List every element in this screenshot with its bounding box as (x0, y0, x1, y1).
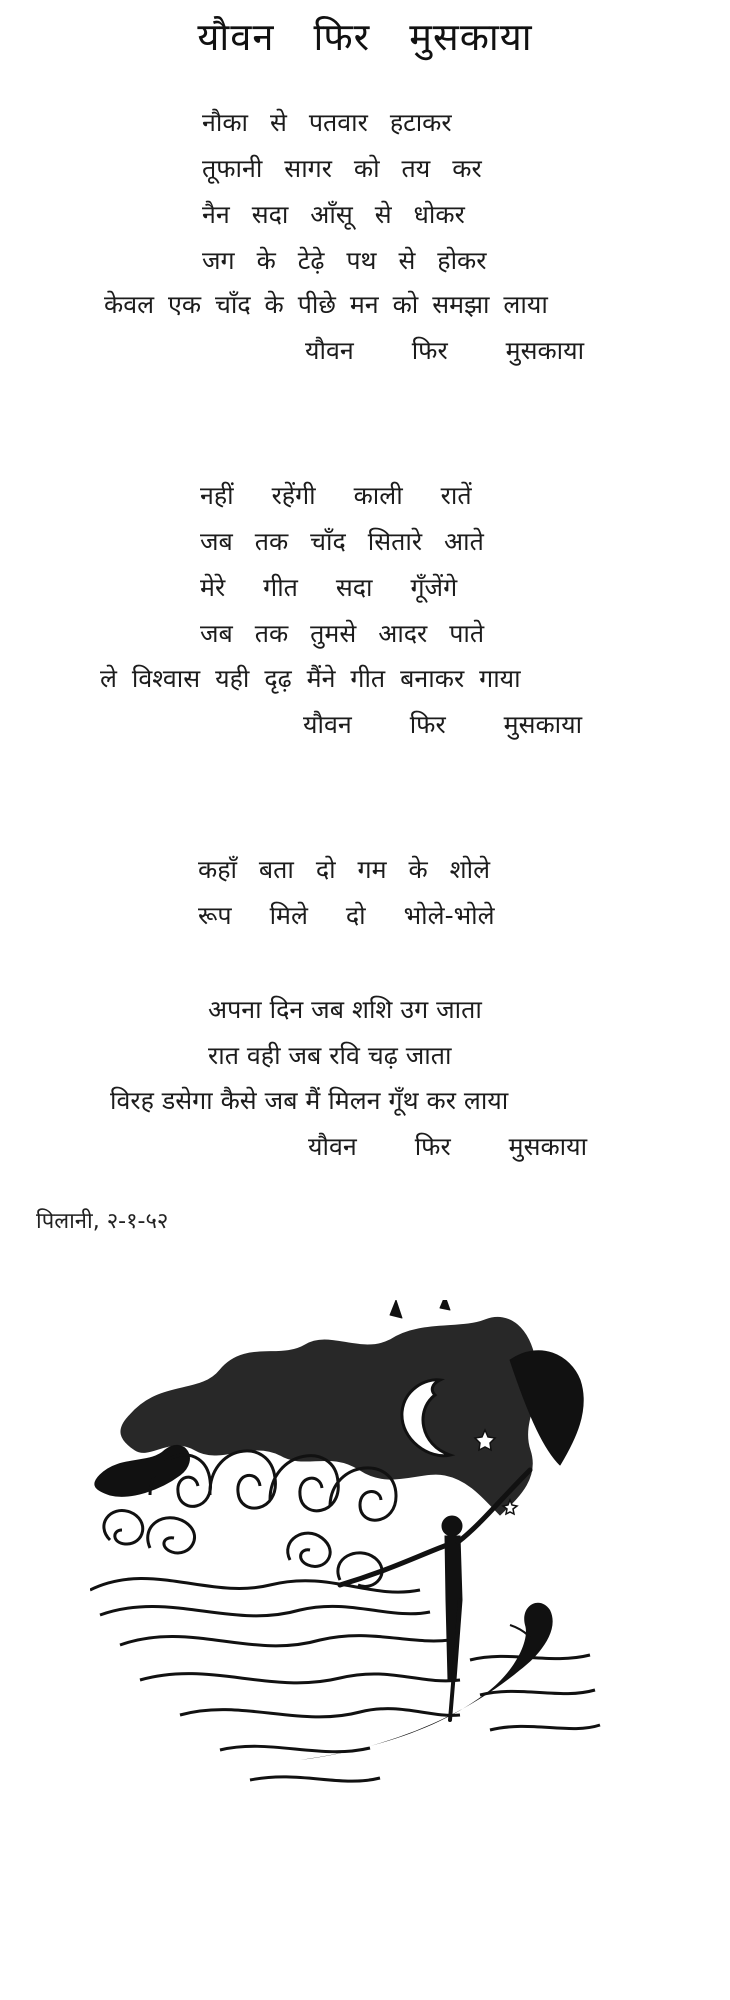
stanza-line: जग के टेढ़े पथ से होकर (202, 246, 487, 275)
stanza-line: नहीं रहेंगी काली रातें (200, 481, 472, 510)
stanza-line: रात वही जब रवि चढ़ जाता (208, 1041, 452, 1070)
poem-title: यौवन फिर मुसकाया (197, 15, 533, 59)
stanza-refrain: यौवन फिर मुसकाया (305, 336, 585, 365)
stanza-line: तूफानी सागर को तय कर (202, 154, 482, 183)
stanza-line: जब तक चाँद सितारे आते (200, 527, 484, 556)
stanza-line: नैन सदा आँसू से धोकर (202, 200, 465, 229)
stanza-line: केवल एक चाँद के पीछे मन को समझा लाया (104, 290, 548, 319)
stanza-line: नौका से पतवार हटाकर (202, 108, 452, 137)
stanza-line: कहाँ बता दो गम के शोले (198, 855, 491, 884)
stanza-line: रूप मिले दो भोले-भोले (198, 901, 495, 930)
stanza-line: जब तक तुमसे आदर पाते (200, 619, 485, 648)
stanza-line: ले विश्वास यही दृढ़ मैंने गीत बनाकर गाया (100, 664, 521, 693)
stanza-line: विरह डसेगा कैसे जब मैं मिलन गूँथ कर लाया (110, 1086, 509, 1115)
stanza-line: मेरे गीत सदा गूँजेंगे (200, 573, 458, 602)
place-date: पिलानी, २-१-५२ (36, 1209, 169, 1234)
stanza-line: अपना दिन जब शशि उग जाता (208, 995, 482, 1024)
stanza-refrain: यौवन फिर मुसकाया (303, 710, 583, 739)
stanza-refrain: यौवन फिर मुसकाया (308, 1132, 588, 1161)
boatman-storm-illustration-icon (90, 1300, 610, 1830)
